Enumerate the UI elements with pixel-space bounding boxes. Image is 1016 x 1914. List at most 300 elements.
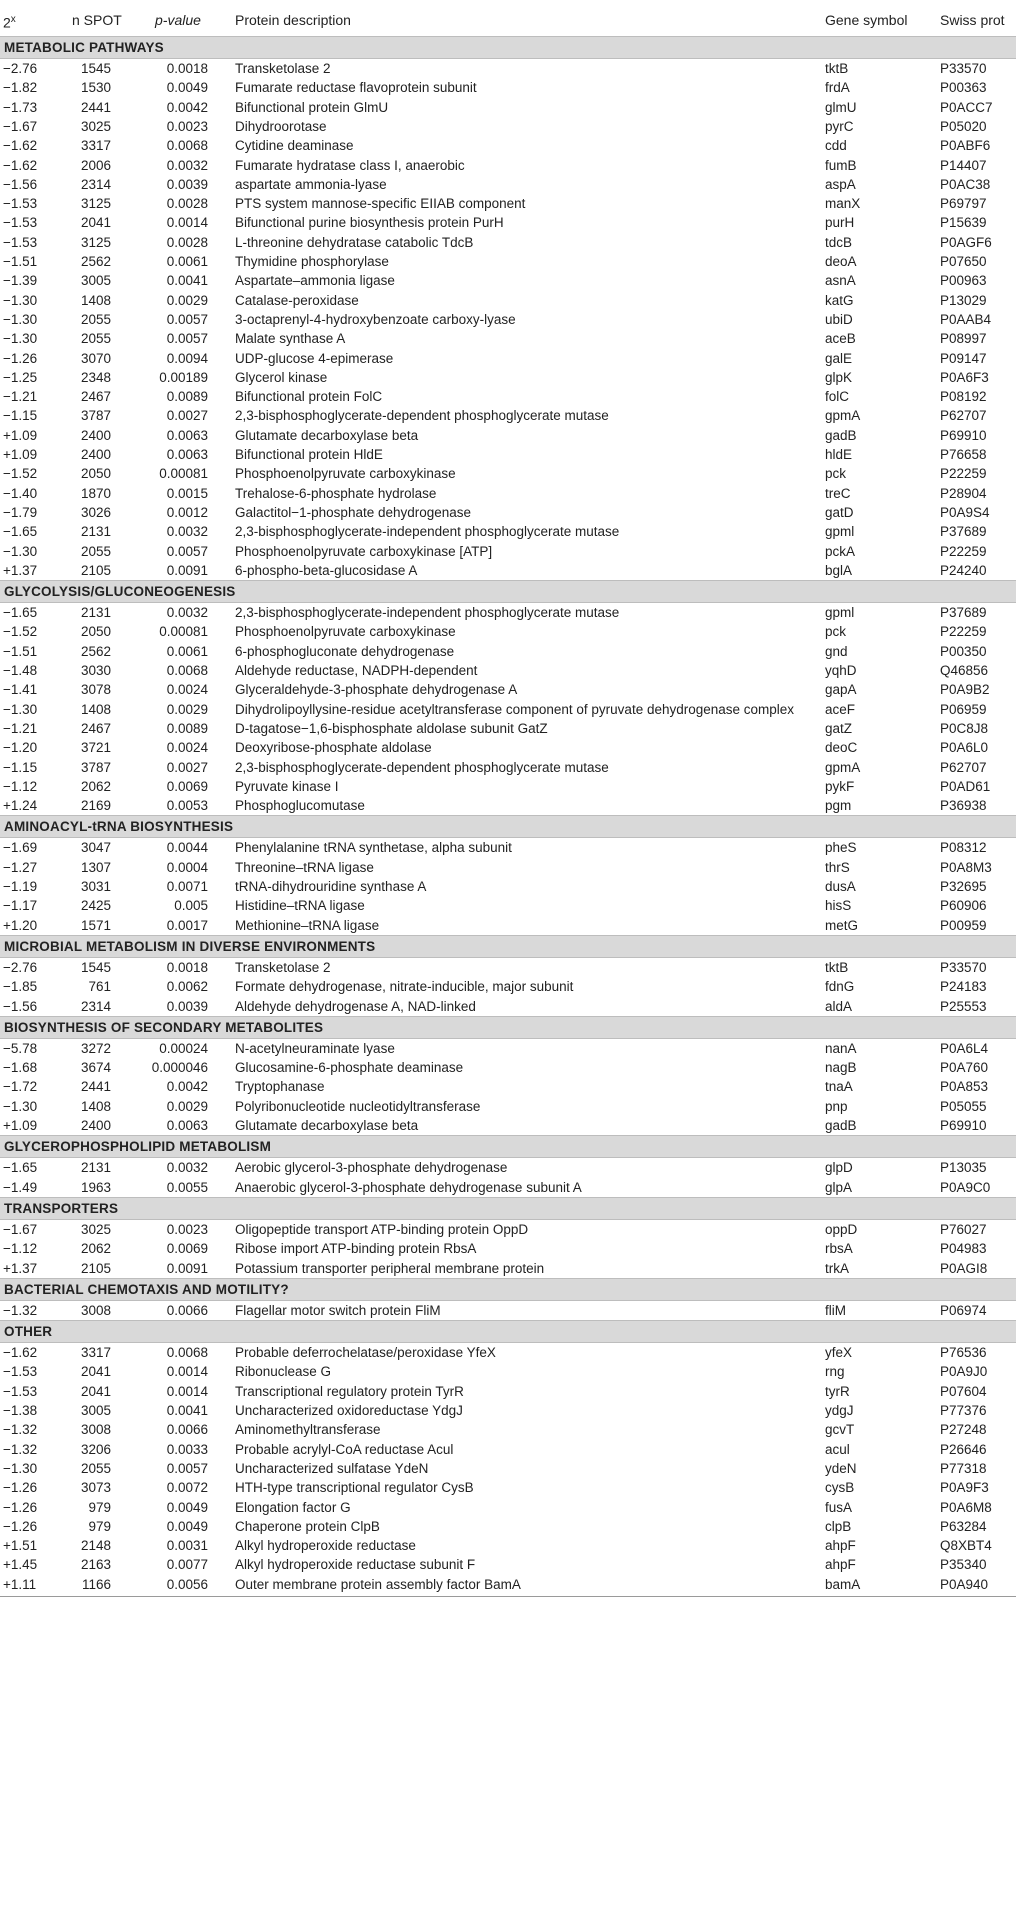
cell-swiss-prot: P06959 (940, 701, 987, 717)
table-row (0, 1220, 1016, 1239)
cell-spot: 3008 (80, 1422, 111, 1438)
cell-fold-change: −1.52 (3, 466, 38, 482)
cell-description: Bifunctional purine biosynthesis protein PurH (235, 215, 504, 231)
table-row (0, 738, 1016, 757)
section-header (0, 580, 1016, 603)
cell-description: Glucosamine-6-phosphate deaminase (235, 1060, 464, 1076)
cell-fold-change: −1.30 (3, 1460, 38, 1476)
cell-gene: gpmA (825, 408, 861, 424)
table-row (0, 916, 1016, 935)
table-header (0, 0, 1016, 37)
cell-swiss-prot: Q8XBT4 (940, 1538, 992, 1554)
table-row (0, 291, 1016, 310)
cell-gene: gatD (825, 504, 854, 520)
cell-spot: 3721 (80, 740, 111, 756)
cell-gene: manX (825, 196, 861, 212)
cell-gene: ydgJ (825, 1403, 854, 1418)
cell-fold-change: −1.53 (3, 1383, 38, 1399)
cell-spot: 3317 (80, 138, 111, 154)
cell-fold-change: −2.76 (3, 959, 38, 975)
cell-fold-change: −1.65 (3, 1160, 38, 1176)
cell-swiss-prot: P0A9S4 (940, 504, 990, 520)
cell-gene: fliM (825, 1302, 846, 1318)
cell-swiss-prot: P0AAB4 (940, 311, 992, 327)
cell-swiss-prot: P62707 (940, 759, 987, 775)
cell-pvalue: 0.0057 (166, 543, 208, 559)
table-row (0, 838, 1016, 857)
cell-pvalue: 0.0032 (166, 1160, 208, 1176)
table-row (0, 542, 1016, 561)
cell-gene: pykF (825, 778, 855, 794)
cell-gene: gadB (825, 427, 857, 443)
cell-spot: 3025 (80, 1221, 111, 1237)
cell-gene: gpml (825, 524, 855, 540)
cell-gene: purH (825, 215, 855, 231)
cell-spot: 1408 (80, 1098, 111, 1114)
header-pvalue: p-value (155, 12, 201, 28)
cell-gene: hldE (825, 447, 853, 462)
cell-pvalue: 0.0042 (166, 1079, 208, 1095)
cell-description: Polyribonucleotide nucleotidyltransferase (235, 1098, 481, 1114)
cell-fold-change: +1.37 (3, 1260, 38, 1276)
table-row (0, 1301, 1016, 1320)
cell-description: Tryptophanase (235, 1079, 325, 1095)
cell-fold-change: +1.45 (3, 1557, 38, 1573)
cell-pvalue: 0.0039 (166, 176, 208, 192)
cell-fold-change: −1.65 (3, 605, 38, 621)
cell-pvalue: 0.0077 (166, 1557, 208, 1573)
cell-spot: 3025 (80, 118, 111, 134)
cell-spot: 979 (88, 1518, 111, 1534)
cell-spot: 2055 (80, 1460, 111, 1476)
cell-gene: gpmA (825, 759, 861, 775)
cell-description: Potassium transporter peripheral membrane protein (235, 1260, 545, 1276)
cell-gene: galE (825, 350, 853, 366)
cell-spot: 3031 (80, 879, 111, 894)
table-row (0, 1362, 1016, 1381)
cell-pvalue: 0.0015 (166, 485, 208, 501)
table-row (0, 464, 1016, 483)
cell-description: Transketolase 2 (235, 61, 331, 76)
table-row (0, 271, 1016, 290)
table-row (0, 1039, 1016, 1058)
cell-gene: hisS (825, 898, 852, 914)
cell-fold-change: −5.78 (3, 1040, 38, 1056)
cell-fold-change: −1.53 (3, 196, 38, 212)
table-row (0, 426, 1016, 445)
cell-spot: 2041 (80, 1364, 111, 1380)
table-row (0, 1575, 1016, 1594)
table-row (0, 1420, 1016, 1439)
cell-description: tRNA-dihydrouridine synthase A (235, 879, 427, 894)
cell-spot: 2348 (80, 369, 111, 385)
cell-pvalue: 0.0027 (166, 408, 208, 424)
cell-spot: 761 (88, 979, 111, 995)
cell-description: N-acetylneuraminate lyase (235, 1040, 395, 1056)
cell-description: Fumarate reductase flavoprotein subunit (235, 80, 477, 96)
cell-gene: pck (825, 466, 847, 482)
cell-fold-change: +1.11 (3, 1576, 37, 1592)
cell-description: L-threonine dehydratase catabolic TdcB (235, 234, 474, 250)
cell-gene: cysB (825, 1480, 855, 1496)
cell-swiss-prot: P0A6L4 (940, 1040, 989, 1056)
table-row (0, 329, 1016, 348)
cell-gene: fdnG (825, 979, 855, 995)
section-title: METABOLIC PATHWAYS (4, 40, 164, 55)
table-row (0, 1239, 1016, 1258)
cell-swiss-prot: P0AC38 (940, 176, 991, 192)
cell-swiss-prot: P33570 (940, 959, 987, 975)
cell-spot: 2055 (80, 543, 111, 559)
cell-swiss-prot: P25553 (940, 998, 987, 1014)
section-title: AMINOACYL-tRNA BIOSYNTHESIS (4, 819, 234, 835)
cell-fold-change: −1.40 (3, 485, 38, 501)
cell-spot: 3272 (80, 1040, 111, 1056)
cell-swiss-prot: P09147 (940, 350, 987, 366)
cell-spot: 3026 (80, 504, 111, 520)
table-row (0, 1536, 1016, 1555)
cell-fold-change: −1.56 (3, 998, 38, 1014)
cell-pvalue: 0.0063 (166, 447, 208, 462)
cell-spot: 2169 (80, 798, 111, 814)
cell-pvalue: 0.0057 (166, 331, 208, 347)
section-header (0, 1197, 1016, 1220)
cell-fold-change: −1.56 (3, 176, 38, 192)
section-title: OTHER (4, 1324, 53, 1340)
cell-gene: glpA (825, 1179, 853, 1195)
cell-description: Fumarate hydratase class I, anaerobic (235, 157, 465, 173)
cell-spot: 3073 (80, 1480, 111, 1496)
cell-gene: nagB (825, 1060, 857, 1076)
cell-swiss-prot: P76027 (940, 1221, 987, 1237)
cell-spot: 2314 (80, 176, 111, 192)
cell-spot: 2425 (80, 898, 111, 914)
cell-swiss-prot: P08997 (940, 331, 987, 347)
cell-swiss-prot: P08192 (940, 389, 987, 405)
cell-description: Probable deferrochelatase/peroxidase YfeX (235, 1345, 496, 1361)
cell-spot: 1307 (80, 859, 111, 875)
table-row (0, 661, 1016, 680)
section-title: GLYCOLYSIS/GLUCONEOGENESIS (4, 584, 236, 600)
cell-spot: 1571 (80, 917, 111, 933)
cell-fold-change: −1.32 (3, 1441, 38, 1457)
cell-gene: pck (825, 624, 847, 640)
cell-pvalue: 0.0053 (166, 798, 208, 814)
cell-spot: 3125 (80, 196, 111, 212)
cell-gene: frdA (825, 80, 850, 96)
table-row (0, 503, 1016, 522)
cell-fold-change: +1.51 (3, 1538, 38, 1554)
cell-description: Ribose import ATP-binding protein RbsA (235, 1241, 477, 1257)
cell-description: Uncharacterized sulfatase YdeN (235, 1460, 429, 1476)
table-row (0, 603, 1016, 622)
cell-fold-change: −1.26 (3, 1518, 38, 1534)
cell-spot: 2467 (80, 389, 111, 405)
cell-gene: treC (825, 485, 851, 501)
cell-fold-change: −1.26 (3, 1480, 38, 1496)
cell-fold-change: −1.19 (3, 879, 38, 894)
cell-swiss-prot: P04983 (940, 1241, 987, 1257)
cell-gene: yqhD (825, 663, 857, 678)
cell-spot: 3125 (80, 234, 111, 250)
table-row (0, 1459, 1016, 1478)
cell-description: Outer membrane protein assembly factor BamA (235, 1576, 521, 1592)
cell-spot: 2163 (80, 1557, 111, 1573)
cell-description: Bifunctional protein HldE (235, 447, 383, 462)
cell-spot: 1408 (80, 292, 111, 308)
table-row (0, 368, 1016, 387)
cell-swiss-prot: P0A9B2 (940, 682, 990, 698)
cell-swiss-prot: P13035 (940, 1160, 987, 1176)
cell-swiss-prot: P35340 (940, 1557, 987, 1573)
cell-spot: 2041 (80, 215, 111, 231)
cell-description: Formate dehydrogenase, nitrate-inducible, major subunit (235, 979, 574, 995)
cell-pvalue: 0.0049 (166, 1499, 208, 1515)
cell-swiss-prot: P36938 (940, 798, 987, 814)
cell-swiss-prot: P0AGF6 (940, 234, 992, 250)
cell-spot: 2148 (80, 1538, 111, 1554)
cell-pvalue: 0.0024 (166, 740, 208, 756)
table-row (0, 1158, 1016, 1177)
cell-description: 2,3-bisphosphoglycerate-independent phosphoglycerate mutase (235, 524, 620, 540)
table-row (0, 1097, 1016, 1116)
cell-swiss-prot: Q46856 (940, 663, 989, 678)
cell-gene: tktB (825, 959, 849, 975)
cell-description: Phenylalanine tRNA synthetase, alpha subunit (235, 840, 512, 856)
cell-fold-change: −1.41 (3, 682, 38, 698)
cell-swiss-prot: P0A9J0 (940, 1364, 988, 1380)
cell-fold-change: −1.51 (3, 643, 38, 659)
cell-spot: 3005 (80, 1403, 111, 1418)
cell-spot: 2131 (80, 605, 111, 621)
cell-spot: 2006 (80, 157, 111, 173)
cell-swiss-prot: P69797 (940, 196, 987, 212)
cell-description: Dihydroorotase (235, 118, 327, 134)
cell-description: 2,3-bisphosphoglycerate-dependent phosphoglycerate mutase (235, 759, 609, 775)
cell-description: Uncharacterized oxidoreductase YdgJ (235, 1403, 463, 1418)
section-header (0, 1278, 1016, 1301)
cell-spot: 2055 (80, 331, 111, 347)
cell-pvalue: 0.005 (174, 898, 208, 914)
cell-pvalue: 0.0044 (166, 840, 208, 856)
cell-swiss-prot: P06974 (940, 1302, 987, 1318)
cell-swiss-prot: P22259 (940, 624, 987, 640)
table-row (0, 233, 1016, 252)
cell-pvalue: 0.0068 (166, 663, 208, 678)
cell-fold-change: −1.62 (3, 1345, 38, 1361)
cell-description: Phosphoenolpyruvate carboxykinase (235, 466, 456, 482)
cell-fold-change: −2.76 (3, 61, 38, 76)
cell-spot: 1963 (80, 1179, 111, 1195)
cell-spot: 2105 (80, 1260, 111, 1276)
cell-fold-change: −1.32 (3, 1302, 38, 1318)
table-row (0, 1259, 1016, 1278)
cell-gene: metG (825, 917, 859, 933)
cell-spot: 1530 (80, 80, 111, 96)
cell-pvalue: 0.0018 (166, 959, 208, 975)
table-row (0, 1343, 1016, 1362)
cell-pvalue: 0.0094 (166, 350, 208, 366)
cell-swiss-prot: P0A6L0 (940, 740, 989, 756)
cell-gene: gatZ (825, 720, 853, 736)
cell-pvalue: 0.0063 (166, 1118, 208, 1133)
cell-spot: 2467 (80, 720, 111, 736)
cell-fold-change: −1.62 (3, 157, 38, 173)
cell-pvalue: 0.0014 (166, 1383, 208, 1399)
cell-description: Alkyl hydroperoxide reductase subunit F (235, 1557, 476, 1573)
cell-pvalue: 0.0069 (166, 1241, 208, 1257)
cell-fold-change: +1.37 (3, 562, 38, 578)
cell-fold-change: −1.12 (3, 778, 38, 794)
cell-pvalue: 0.0057 (166, 311, 208, 327)
cell-spot: 2062 (80, 1241, 111, 1257)
cell-fold-change: −1.82 (3, 80, 38, 96)
cell-swiss-prot: P0A940 (940, 1576, 989, 1592)
cell-gene: fusA (825, 1499, 853, 1515)
table-row (0, 1517, 1016, 1536)
cell-gene: bglA (825, 562, 853, 578)
cell-description: Catalase-peroxidase (235, 292, 359, 308)
table-row (0, 1058, 1016, 1077)
cell-fold-change: −1.72 (3, 1079, 38, 1095)
cell-swiss-prot: P22259 (940, 543, 987, 559)
cell-gene: gadB (825, 1118, 857, 1133)
cell-swiss-prot: P0A9C0 (940, 1179, 991, 1195)
table-row (0, 977, 1016, 996)
cell-fold-change: −1.30 (3, 331, 38, 347)
table-row (0, 958, 1016, 977)
cell-description: 3-octaprenyl-4-hydroxybenzoate carboxy-lyase (235, 311, 516, 327)
table-row (0, 117, 1016, 136)
cell-fold-change: −1.26 (3, 1499, 38, 1515)
cell-swiss-prot: P05020 (940, 118, 987, 134)
cell-fold-change: −1.38 (3, 1403, 38, 1418)
cell-gene: asnA (825, 273, 856, 289)
cell-swiss-prot: P32695 (940, 879, 987, 894)
cell-pvalue: 0.0018 (166, 61, 208, 76)
cell-gene: gapA (825, 682, 857, 698)
cell-description: Aerobic glycerol-3-phosphate dehydrogenase (235, 1160, 508, 1176)
cell-fold-change: −1.68 (3, 1060, 38, 1076)
cell-pvalue: 0.0068 (166, 138, 208, 154)
table-bottom-rule (0, 1596, 1016, 1597)
cell-swiss-prot: P15639 (940, 215, 987, 231)
cell-pvalue: 0.0089 (166, 389, 208, 405)
cell-swiss-prot: P28904 (940, 485, 987, 501)
section-title: BACTERIAL CHEMOTAXIS AND MOTILITY? (4, 1281, 289, 1297)
cell-swiss-prot: P24183 (940, 979, 987, 995)
cell-pvalue: 0.0017 (166, 917, 208, 933)
cell-description: Threonine–tRNA ligase (235, 859, 374, 875)
cell-pvalue: 0.0063 (166, 427, 208, 443)
cell-fold-change: −1.12 (3, 1241, 38, 1257)
cell-fold-change: −1.53 (3, 234, 38, 250)
cell-spot: 1545 (80, 61, 111, 76)
cell-fold-change: −1.53 (3, 215, 38, 231)
cell-swiss-prot: P27248 (940, 1422, 987, 1438)
cell-swiss-prot: P77318 (940, 1460, 987, 1476)
cell-pvalue: 0.0055 (166, 1179, 208, 1195)
table-row (0, 561, 1016, 580)
cell-swiss-prot: P00350 (940, 643, 987, 659)
cell-swiss-prot: P0ACC7 (940, 99, 993, 115)
cell-fold-change: −1.69 (3, 840, 38, 856)
header-swiss: Swiss prot (940, 12, 1005, 28)
cell-fold-change: −1.79 (3, 504, 38, 520)
cell-gene: cdd (825, 138, 847, 154)
table-row (0, 98, 1016, 117)
cell-gene: glpD (825, 1160, 853, 1176)
table-row (0, 310, 1016, 329)
cell-description: Deoxyribose-phosphate aldolase (235, 740, 432, 756)
cell-fold-change: −1.30 (3, 543, 38, 559)
cell-swiss-prot: P69910 (940, 1118, 987, 1133)
cell-swiss-prot: P0C8J8 (940, 720, 989, 736)
cell-spot: 2400 (80, 427, 111, 443)
cell-fold-change: −1.53 (3, 1364, 38, 1380)
table-row (0, 1440, 1016, 1459)
cell-description: Aspartate–ammonia ligase (235, 273, 395, 289)
cell-swiss-prot: P13029 (940, 292, 987, 308)
cell-swiss-prot: P0A6M8 (940, 1499, 992, 1515)
cell-swiss-prot: P0AGI8 (940, 1260, 988, 1276)
cell-spot: 2131 (80, 1160, 111, 1176)
table-row (0, 349, 1016, 368)
cell-fold-change: −1.48 (3, 663, 38, 678)
cell-pvalue: 0.0061 (166, 254, 208, 269)
table-row (0, 700, 1016, 719)
cell-spot: 2441 (80, 99, 111, 115)
cell-description: Transcriptional regulatory protein TyrR (235, 1383, 464, 1399)
cell-gene: ydeN (825, 1460, 857, 1476)
cell-swiss-prot: P0ABF6 (940, 138, 991, 154)
cell-spot: 979 (88, 1499, 111, 1515)
table-row (0, 156, 1016, 175)
cell-description: Pyruvate kinase I (235, 778, 339, 794)
cell-description: Transketolase 2 (235, 959, 331, 975)
cell-fold-change: −1.32 (3, 1422, 38, 1438)
cell-swiss-prot: P07604 (940, 1383, 987, 1399)
cell-pvalue: 0.0029 (166, 1098, 208, 1114)
cell-pvalue: 0.0032 (166, 157, 208, 173)
cell-description: Bifunctional protein GlmU (235, 99, 389, 115)
cell-gene: aceF (825, 701, 856, 717)
cell-swiss-prot: P08312 (940, 840, 987, 856)
table-row (0, 406, 1016, 425)
cell-pvalue: 0.000046 (151, 1060, 208, 1076)
cell-spot: 1870 (80, 485, 111, 501)
table-row (0, 997, 1016, 1016)
cell-description: Phosphoglucomutase (235, 798, 365, 814)
cell-spot: 3008 (80, 1302, 111, 1318)
cell-gene: tdcB (825, 234, 853, 250)
cell-spot: 3787 (80, 759, 111, 775)
table-row (0, 1478, 1016, 1497)
cell-swiss-prot: P37689 (940, 524, 987, 540)
cell-swiss-prot: P0A9F3 (940, 1480, 989, 1496)
cell-swiss-prot: P22259 (940, 466, 987, 482)
cell-fold-change: −1.30 (3, 311, 38, 327)
cell-swiss-prot: P77376 (940, 1403, 987, 1418)
cell-gene: ahpF (825, 1538, 856, 1554)
section-header (0, 935, 1016, 958)
cell-description: Glutamate decarboxylase beta (235, 1118, 419, 1133)
cell-fold-change: +1.20 (3, 917, 38, 933)
cell-gene: pnp (825, 1098, 848, 1114)
cell-pvalue: 0.0032 (166, 605, 208, 621)
cell-description: HTH-type transcriptional regulator CysB (235, 1480, 474, 1496)
cell-description: PTS system mannose-specific EIIAB component (235, 196, 526, 212)
